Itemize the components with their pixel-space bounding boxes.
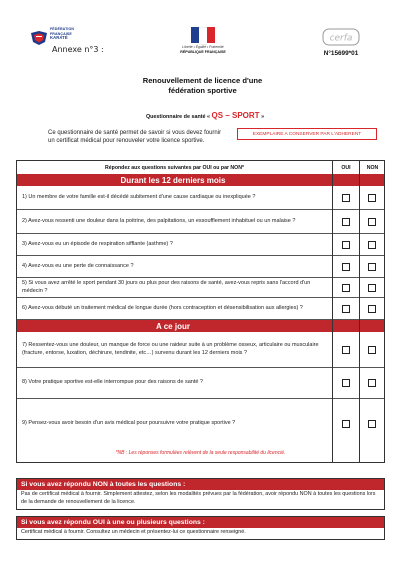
checkbox-non[interactable] (368, 305, 376, 313)
republique-name: RÉPUBLIQUE FRANÇAISE (180, 49, 226, 54)
checkbox-non[interactable] (368, 346, 376, 354)
republique-motto: Liberté • Égalité • Fraternité (182, 45, 224, 49)
question-text: 2) Avez-vous ressenti une douleur dans la poitrine, des palpitations, un essoufflement inhabituel ou un malaise ? (22, 217, 296, 224)
box-some-oui-title: Si vous avez répondu OUI à une ou plusieurs questions : (17, 517, 384, 528)
ffk-logo-text (50, 27, 74, 41)
checkbox-non[interactable] (368, 263, 376, 271)
checkbox-oui[interactable] (342, 218, 350, 226)
question-row (17, 186, 384, 210)
column-non: NON (359, 161, 385, 174)
section-12-months-label: Durant les 12 derniers mois (120, 175, 226, 185)
title-line-1: Renouvellement de licence d'une (142, 76, 263, 85)
column-divider (332, 174, 333, 462)
cerfa-block (316, 28, 366, 62)
section-a-ce-jour-label: A ce jour (156, 321, 190, 331)
checkbox-oui[interactable] (342, 420, 350, 428)
section-12-months (17, 174, 384, 186)
questionnaire-code: QS – SPORT (211, 111, 260, 120)
question-text: 6) Avez-vous débuté un traitement médical de longue durée (hors contraception et désensibilisation aux allergies) ? (22, 304, 303, 311)
question-row (17, 234, 384, 256)
ffk-line-1: FÉDÉRATION (50, 27, 75, 31)
question-text: 9) Pensez-vous avoir besoin d'un avis médical pour poursuivre votre pratique sportive ? (22, 420, 236, 427)
questionnaire-prefix: Questionnaire de santé « (145, 114, 211, 120)
checkbox-oui[interactable] (342, 305, 350, 313)
flag-icon (191, 27, 215, 43)
question-row (17, 368, 384, 399)
checkbox-oui[interactable] (342, 263, 350, 271)
annexe-label: Annexe n°3 : (52, 45, 104, 54)
cerfa-logo-text: cerfa (329, 33, 353, 44)
exemplaire-notice: EXEMPLAIRE A CONSERVER PAR L'ADHERENT (237, 128, 377, 140)
ffk-emblem-icon (30, 30, 48, 46)
checkbox-non[interactable] (368, 284, 376, 292)
questions-table (16, 160, 385, 463)
ffk-line-3: KARATÉ (50, 35, 68, 41)
title-line-2: fédération sportive (168, 86, 237, 95)
question-row (17, 278, 384, 298)
checkbox-non[interactable] (368, 241, 376, 249)
cerfa-logo-icon (322, 28, 360, 46)
question-text: 5) Si vous avez arrêté le sport pendant 30 jours ou plus pour des raisons de santé, avez-vous repris sans l'accord d'un médecin ? (22, 279, 311, 294)
box-all-non-text: Pas de certificat médical à fournir. Simplement attestez, selon les modalités prévues par la fédération, avoir répondu NON à toutes les questions lors de la demande de renouvellement de la licence. (21, 491, 376, 505)
responsibility-note: *NB : Les réponses formulées relèvent de la seule responsabilité du licencié. (115, 450, 286, 456)
table-header (17, 161, 384, 175)
republique-logo (172, 27, 234, 69)
question-text: 7) Ressentez-vous une douleur, un manque de force ou une raideur suite à un problème osseux, articulaire ou musculaire (fracture, entorse, luxation, déchirure, tendinite, etc…) survenu durant les 12 derniers mois ? (22, 341, 319, 356)
questionnaire-suffix: » (261, 114, 265, 120)
checkbox-oui[interactable] (342, 241, 350, 249)
box-some-oui (16, 516, 385, 540)
box-all-non-title: Si vous avez répondu NON à toutes les questions : (17, 479, 384, 490)
checkbox-non[interactable] (368, 420, 376, 428)
checkbox-non[interactable] (368, 218, 376, 226)
column-divider (359, 174, 360, 462)
cerfa-number: N°15699*01 (323, 50, 359, 57)
question-text: 3) Avez-vous eu un épisode de respiration sifflante (asthme) ? (22, 240, 173, 247)
section-a-ce-jour (17, 320, 384, 332)
intro-text: Ce questionnaire de santé permet de savoir si vous devez fournir un certificat médical pour renouveler votre licence sportive. (48, 130, 222, 145)
ffk-line-2: FRANÇAISE (50, 31, 72, 36)
column-oui: OUI (332, 161, 359, 174)
table-header-instruction: Répondez aux questions suivantes par OUI ou par NON* (105, 164, 244, 171)
checkbox-oui[interactable] (342, 379, 350, 387)
checkbox-oui[interactable] (342, 346, 350, 354)
checkbox-oui[interactable] (342, 284, 350, 292)
question-row (17, 399, 384, 449)
checkbox-oui[interactable] (342, 194, 350, 202)
checkbox-non[interactable] (368, 194, 376, 202)
question-text: 1) Un membre de votre famille est-il décédé subitement d'une cause cardiaque ou inexpliquée ? (22, 193, 256, 200)
question-text: 8) Votre pratique sportive est-elle interrompue pour des raisons de santé ? (22, 379, 203, 386)
questionnaire-heading (60, 111, 350, 120)
box-all-non (16, 478, 385, 510)
document-title (100, 76, 305, 96)
question-row (17, 298, 384, 320)
question-row (17, 256, 384, 278)
question-text: 4) Avez-vous eu une perte de connaissance ? (22, 262, 134, 269)
question-row (17, 210, 384, 234)
question-row (17, 332, 384, 368)
checkbox-non[interactable] (368, 379, 376, 387)
box-some-oui-text: Certificat médical à fournir. Consultez un médecin et présentez-lui ce questionnaire renseigné. (21, 529, 246, 535)
